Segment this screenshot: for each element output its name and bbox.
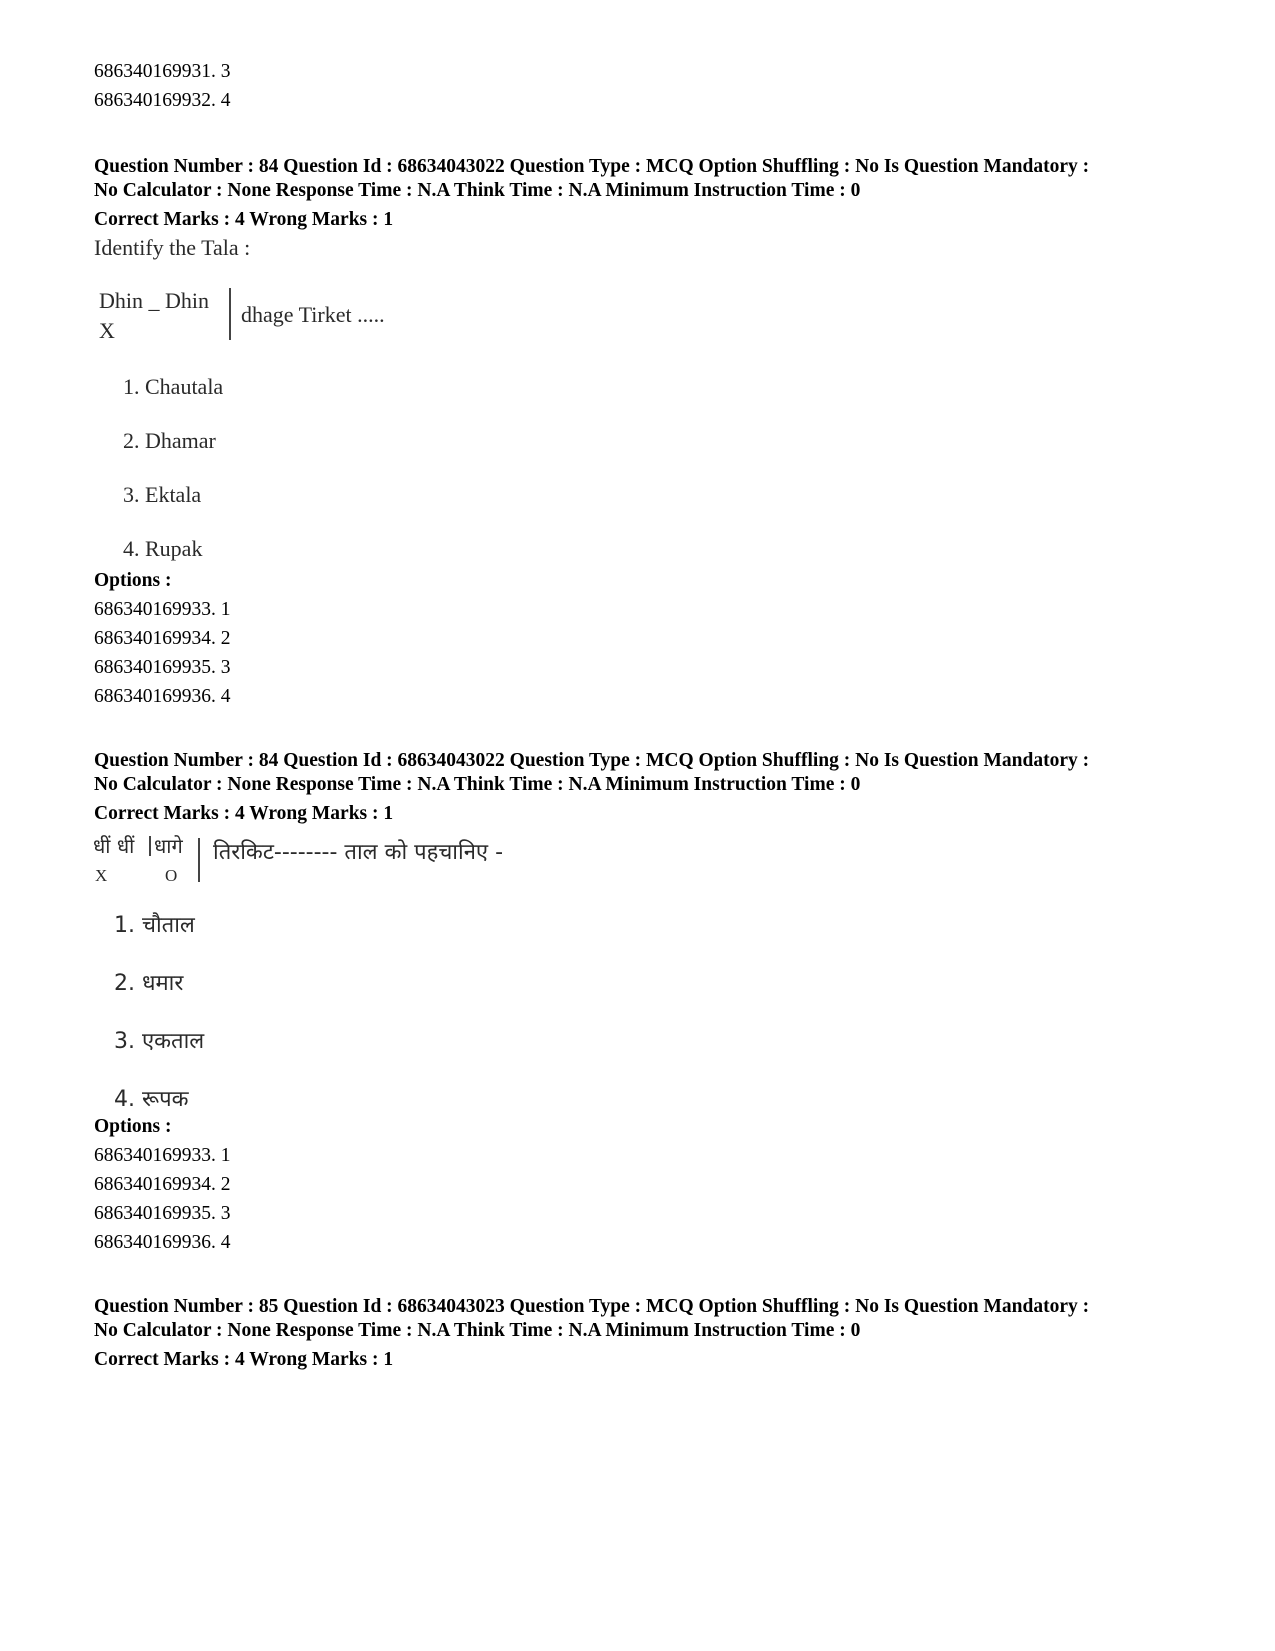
option-line: 686340169936. 4 <box>94 1232 231 1253</box>
question-header-line2: No Calculator : None Response Time : N.A Think Time : N.A Minimum Instruction Time : 0 <box>94 180 861 201</box>
question-prompt: Identify the Tala : <box>94 235 251 260</box>
bol-divider <box>198 838 200 882</box>
question-header-line1: Question Number : 84 Question Id : 68634043022 Question Type : MCQ Option Shuffling : No Is Question Mandatory : <box>94 750 1090 771</box>
choice-item: 2. Dhamar <box>123 428 216 453</box>
bol-left: धीं धीं <box>93 834 135 858</box>
option-line: 686340169936. 4 <box>94 686 231 707</box>
bol-left: Dhin _ Dhin <box>99 288 209 313</box>
bol-right: dhage Tirket ..... <box>241 302 385 327</box>
option-line: 686340169934. 2 <box>94 1174 231 1195</box>
question-header-line2: No Calculator : None Response Time : N.A Think Time : N.A Minimum Instruction Time : 0 <box>94 1320 861 1341</box>
question-prompt: तिरकिट-------- ताल को पहचानिए - <box>213 840 504 865</box>
choice-item: 1. Chautala <box>123 374 224 399</box>
option-line: 686340169932. 4 <box>94 90 231 111</box>
option-line: 686340169933. 1 <box>94 599 231 620</box>
bol-mid: धागे <box>154 834 183 858</box>
question-header-line1: Question Number : 84 Question Id : 68634043022 Question Type : MCQ Option Shuffling : No Is Question Mandatory : <box>94 156 1090 177</box>
question-header-line2: No Calculator : None Response Time : N.A Think Time : N.A Minimum Instruction Time : 0 <box>94 774 861 795</box>
choice-item: 3. Ektala <box>123 482 202 507</box>
option-line: 686340169935. 3 <box>94 657 231 678</box>
question-marks: Correct Marks : 4 Wrong Marks : 1 <box>94 803 394 824</box>
choice-item: 1. चौताल <box>114 913 195 938</box>
bol-sam-mark: X <box>95 866 108 885</box>
option-line: 686340169931. 3 <box>94 61 231 82</box>
bol-divider-small <box>149 836 151 856</box>
options-label: Options : <box>94 1116 172 1137</box>
question-marks: Correct Marks : 4 Wrong Marks : 1 <box>94 209 394 230</box>
option-line: 686340169934. 2 <box>94 628 231 649</box>
choice-item: 3. एकताल <box>114 1029 205 1054</box>
bol-khali-mark: O <box>165 866 178 885</box>
choice-item: 4. रूपक <box>114 1087 189 1112</box>
options-label: Options : <box>94 570 172 591</box>
choice-item: 2. धमार <box>114 971 184 996</box>
bol-divider <box>229 288 231 340</box>
question-marks: Correct Marks : 4 Wrong Marks : 1 <box>94 1349 394 1370</box>
question-header-line1: Question Number : 85 Question Id : 68634043023 Question Type : MCQ Option Shuffling : No Is Question Mandatory : <box>94 1296 1090 1317</box>
option-line: 686340169935. 3 <box>94 1203 231 1224</box>
bol-sam-mark: X <box>99 318 115 343</box>
choice-item: 4. Rupak <box>123 536 203 561</box>
option-line: 686340169933. 1 <box>94 1145 231 1166</box>
